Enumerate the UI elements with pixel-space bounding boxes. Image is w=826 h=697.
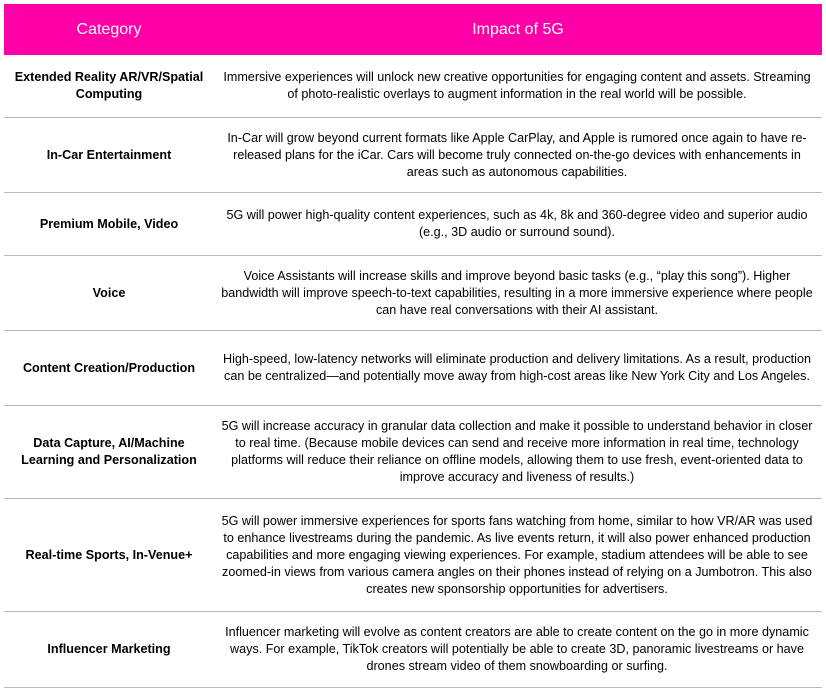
row-category: Extended Reality AR/VR/Spatial Computing (14, 70, 204, 101)
header-category: Category (76, 20, 142, 38)
table-row (4, 406, 822, 499)
table-row (4, 55, 822, 118)
row-category: Voice (92, 285, 126, 300)
row-impact: Immersive experiences will unlock new creative opportunities for engaging content and assets. Streaming of photo-realistic overlays to augment information in the real world will be possible. (223, 70, 811, 101)
row-impact: Influencer marketing will evolve as content creators are able to create content on the go in more dynamic ways. For example, TikTok creators will potentially be able to create 3D, panoramic livestreams or have drones stream video of them snowboarding or surfing. (225, 625, 809, 673)
row-category: Data Capture, AI/Machine Learning and Personalization (21, 436, 197, 467)
row-category: Content Creation/Production (22, 360, 196, 375)
row-impact: Voice Assistants will increase skills and improve beyond basic tasks (e.g., “play this song”). Higher bandwidth will improve speech-to-text capabilities, resulting in a more immersive experience where people can have real conversations with their AI assistant. (221, 268, 813, 317)
row-category: In-Car Entertainment (46, 147, 172, 162)
row-category: Real-time Sports, In-Venue+ (25, 547, 193, 562)
row-impact: 5G will power immersive experiences for sports fans watching from home, similar to how VR/AR was used to enhance livestreams during the pandemic. As live events return, it will also power enhanced production capabilities and more engaging viewing experiences. For example, stadium attendees will be able to see zoomed-in views from various camera angles on their phones instead of relying on a Jumbotron. This also creates new sponsorship opportunities for advertisers. (221, 513, 813, 596)
row-category: Premium Mobile, Video (39, 216, 179, 231)
row-impact: In-Car will grow beyond current formats like Apple CarPlay, and Apple is rumored once again to have re-released plans for the iCar. Cars will become truly connected on-the-go devices with enhancements in areas such as autonomous capabilities. (227, 130, 807, 179)
table-row (4, 612, 822, 688)
table-row (4, 256, 822, 331)
header-impact: Impact of 5G (472, 20, 564, 38)
row-impact: High-speed, low-latency networks will eliminate production and delivery limitations. As a result, production can be centralized—and potentially move away from high-cost areas like New York City and Los Angeles. (223, 352, 811, 383)
row-impact: 5G will power high-quality content experiences, such as 4k, 8k and 360-degree video and superior audio (e.g., 3D audio or surround sound). (226, 208, 808, 239)
table-header (4, 4, 822, 55)
table-row (4, 331, 822, 406)
impact-table (4, 4, 822, 688)
table-row (4, 499, 822, 612)
table-row (4, 118, 822, 193)
row-category: Influencer Marketing (47, 642, 171, 656)
row-impact: 5G will increase accuracy in granular data collection and make it possible to understand behavior in closer to real time. (Because mobile devices can send and receive more information in real time, technology platforms will reduce their reliance on offline models, allowing them to use fresh, event-oriented data to improve accuracy and liveness of results.) (221, 419, 813, 484)
table-row (4, 193, 822, 256)
